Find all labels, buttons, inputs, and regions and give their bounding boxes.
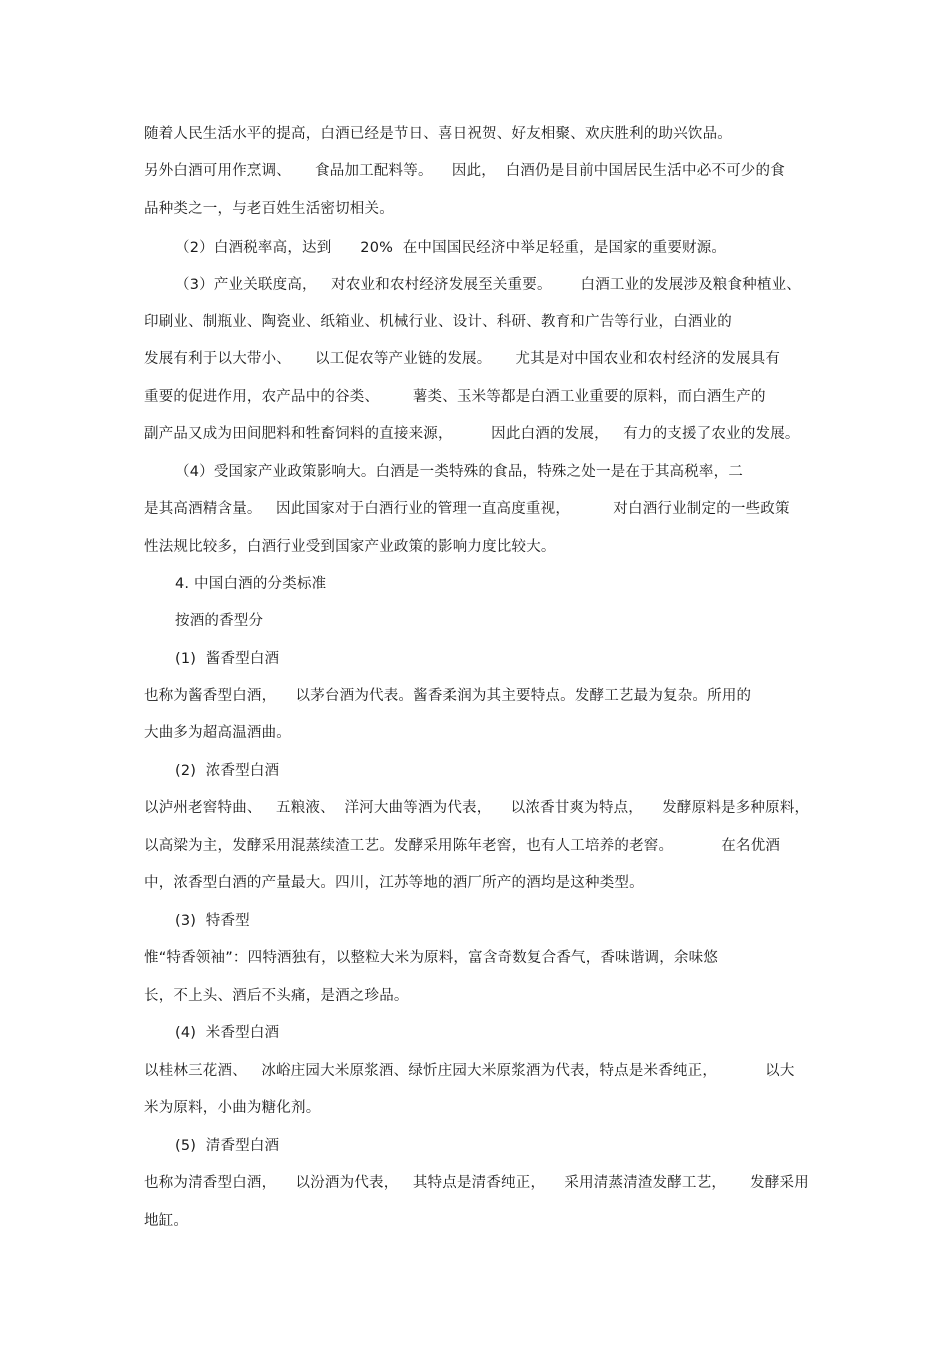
item-heading-1: (1) 酱香型白酒: [175, 651, 280, 667]
paragraph-line-6: 印刷业、制瓶业、陶瓷业、纸箱业、机械行业、设计、科研、教育和广告等行业，白酒业的: [144, 314, 732, 330]
paragraph-line-12: 性法规比较多，白酒行业受到国家产业政策的影响力度比较大。: [144, 539, 556, 555]
paragraph-line-1: 随着人民生活水平的提高，白酒已经是节日、喜日祝贺、好友相聚、欢庆胜利的助兴饮品。: [144, 126, 732, 142]
paragraph-line-7: 发展有利于以大带小、 以工促农等产业链的发展。 尤其是对中国农业和农村经济的发展具有: [144, 351, 781, 367]
paragraph-line-9: 副产品又成为田间肥料和牲畜饲料的直接来源， 因此白酒的发展， 有力的支援了农业的发展。: [144, 426, 800, 442]
paragraph-line-18: 惟“特香领袖”：四特酒独有，以整粒大米为原料，富含奇数复合香气，香味谐调，余味悠: [144, 950, 719, 966]
paragraph-line-22: 也称为清香型白酒， 以汾酒为代表， 其特点是清香纯正， 采用清蒸清渣发酵工艺， 发酵采用: [144, 1175, 809, 1191]
item-heading-5: (5) 清香型白酒: [175, 1138, 280, 1154]
paragraph-line-17: 中，浓香型白酒的产量最大。四川，江苏等地的酒厂所产的酒均是这种类型。: [144, 875, 644, 891]
paragraph-line-19: 长，不上头、酒后不头痛，是酒之珍品。: [144, 988, 409, 1004]
paragraph-line-15: 以泸州老窖特曲、 五粮液、 洋河大曲等酒为代表， 以浓香甘爽为特点， 发酵原料是多种原料，: [144, 800, 810, 816]
paragraph-line-5: （3）产业关联度高， 对农业和农村经济发展至关重要。 白酒工业的发展涉及粮食种植业、: [175, 277, 802, 293]
section-heading: 4. 中国白酒的分类标准: [175, 576, 327, 592]
paragraph-line-3: 品种类之一，与老百姓生活密切相关。: [144, 201, 394, 217]
paragraph-line-8: 重要的促进作用，农产品中的谷类、 薯类、玉米等都是白酒工业重要的原料，而白酒生产的: [144, 389, 766, 405]
subsection-heading: 按酒的香型分: [175, 613, 264, 629]
paragraph-line-20: 以桂林三花酒、 冰峪庄园大米原浆酒、绿忻庄园大米原浆酒为代表，特点是米香纯正， 以大: [144, 1063, 795, 1079]
item-heading-2: (2) 浓香型白酒: [175, 763, 280, 779]
paragraph-line-13: 也称为酱香型白酒， 以茅台酒为代表。酱香柔润为其主要特点。发酵工艺最为复杂。所用的: [144, 688, 752, 704]
item-heading-4: (4) 米香型白酒: [175, 1025, 280, 1041]
paragraph-line-14: 大曲多为超高温酒曲。: [144, 725, 291, 741]
paragraph-line-16: 以高梁为主，发酵采用混蒸续渣工艺。发酵采用陈年老窖，也有人工培养的老窖。 在名优酒: [144, 838, 781, 854]
item-heading-3: (3) 特香型: [175, 913, 250, 929]
paragraph-line-10: （4）受国家产业政策影响大。白酒是一类特殊的食品，特殊之处一是在于其高税率，二: [175, 464, 744, 480]
paragraph-line-11: 是其高酒精含量。 因此国家对于白酒行业的管理一直高度重视， 对白酒行业制定的一些政策: [144, 501, 790, 517]
paragraph-line-21: 米为原料，小曲为糖化剂。: [144, 1100, 321, 1116]
paragraph-line-23: 地缸。: [144, 1213, 189, 1229]
paragraph-line-4: （2）白酒税率高，达到 20% 在中国国民经济中举足轻重，是国家的重要财源。: [175, 240, 727, 256]
paragraph-line-2: 另外白酒可用作烹调、 食品加工配料等。 因此， 白酒仍是目前中国居民生活中必不可少的食: [144, 163, 785, 179]
